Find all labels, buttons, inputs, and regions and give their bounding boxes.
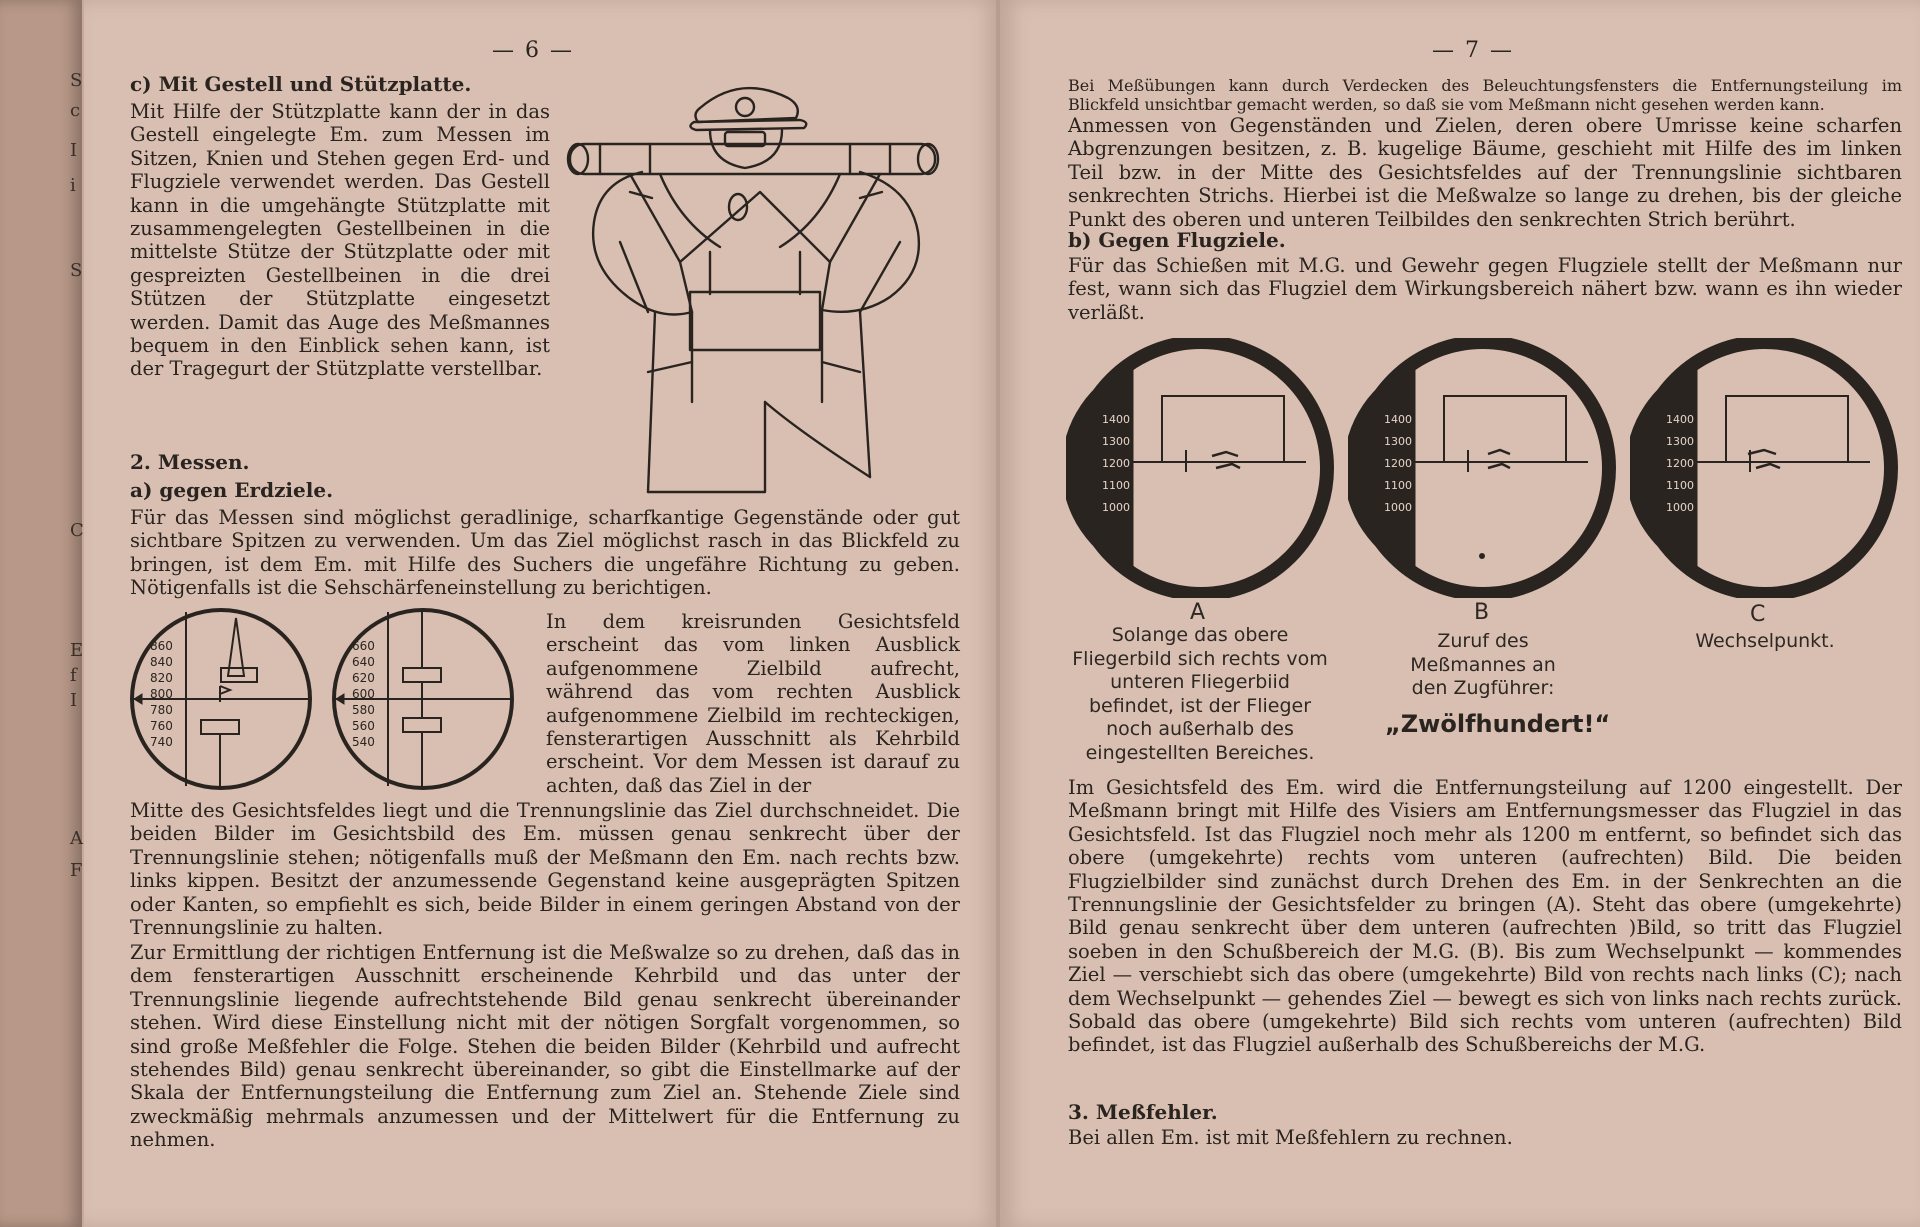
edge-glyph: c: [70, 100, 81, 121]
scope-scale-label: 1100: [1102, 479, 1130, 492]
edge-glyph: F: [70, 860, 83, 881]
edge-glyph: C: [70, 520, 84, 541]
scope-scale-label: 1100: [1666, 479, 1694, 492]
caption-b-letter: B: [1474, 600, 1490, 625]
scope-scale-label: 580: [352, 703, 375, 717]
scope-scale-label: 1000: [1384, 501, 1412, 514]
scope-scale-label: 1200: [1384, 457, 1412, 470]
edge-glyph: S: [70, 260, 83, 281]
scope-scale-label: 820: [150, 671, 173, 685]
section-c-text: Mit Hilfe der Stützplatte kann der in das Gestell eingelegte Em. zum Messen im Sitzen, Knien und Stehen gegen Erd- und Flugziele verwendet werden. Das Gestell kann in die umgehängte Stützplatte mit zusammengelegten Gestellbeinen in die mittelste Stütze der Stützplatte oder mit gespreizten Gestellbeinen in die drei Stützen der Stützplatte eingesetzt werden. Damit das Auge des Meßmannes bequem in den Einblick sehen kann, ist der Tragegurt der Stützplatte verstellbar.: [130, 100, 550, 381]
scope-scale-label: 860: [150, 639, 173, 653]
scope-view-right: [328, 606, 518, 792]
right-page: [1000, 0, 1920, 1227]
section-2-heading: 2. Messen.: [130, 450, 250, 474]
edge-glyph: E: [70, 640, 84, 661]
caption-a: Solange das obere Fliegerbild sich rechts vom unteren Fliegerbiid befindet, ist der Flieger noch außerhalb des eingestellten Bereiches.: [1072, 624, 1328, 764]
right-paragraph-1: Anmessen von Gegenständen und Zielen, deren obere Umrisse keine scharfen Abgrenzungen besitzen, z. B. kugelige Bäume, geschieht mit Hilfe des im linken Teil bzw. in der Mitte des Gesichtsfeldes auf der Trennungslinie sichtbaren senkrechten Strichs. Hierbei ist die Meßwalze so lange zu drehen, bis der gleiche Punkt des oberen und unteren Teilbildes den senkrechten Strich berührt.: [1068, 114, 1902, 231]
flight-scope-a: [1066, 338, 1336, 598]
scope-scale-label: 1200: [1102, 457, 1130, 470]
caption-c-letter: C: [1750, 602, 1766, 627]
soldier-rangefinder-illustration: [560, 72, 950, 502]
scope-scale-label: 1400: [1384, 413, 1412, 426]
section-b-heading: b) Gegen Flugziele.: [1068, 228, 1286, 252]
edge-glyph: I: [70, 690, 78, 711]
scope-scale-label: 600: [352, 687, 375, 701]
edge-glyph: I: [70, 140, 78, 161]
top-note: Bei Meßübungen kann durch Verdecken des Beleuchtungsfensters die Entfernungsteilung im Blickfeld unsichtbar gemacht werden, so daß sie vom Meßmann nicht gesehen werden kann.: [1068, 76, 1902, 114]
caption-b: Zuruf des Meßmannes an den Zugführer:: [1410, 630, 1556, 699]
measurement-paragraph-1: Für das Messen sind möglichst geradlinige, scharfkantige Gegenstände oder gut sichtbare Spitzen zu verwenden. Um das Ziel möglichst rasch in das Blickfeld zu bringen, ist dem Em. mit Hilfe des Suchers die ungefähre Richtung zu geben. Nötigenfalls ist die Sehschärfeneinstellung zu berichtigen.: [130, 506, 960, 600]
page-number: — 7 —: [1432, 38, 1514, 63]
caption-c: Wechselpunkt.: [1695, 630, 1835, 652]
flight-scope-c: [1630, 338, 1900, 598]
scope-scale-label: 1300: [1102, 435, 1130, 448]
scope-scale-label: 1400: [1666, 413, 1694, 426]
scope-scale-label: 800: [150, 687, 173, 701]
scope-scale-label: 640: [352, 655, 375, 669]
scope-view-left: [126, 606, 316, 792]
scope-scale-label: 1100: [1384, 479, 1412, 492]
measurement-paragraph-2-beside: In dem kreisrunden Gesichtsfeld erscheint das vom linken Ausblick aufgenommene Zielbild aufrecht, während das vom rechten Ausblick aufgenommene Zielbild im rechteckigen, fensterartigen Ausschnitt als Kehrbild erscheint. Vor dem Messen ist darauf zu achten, daß das Ziel in der: [546, 610, 960, 797]
scope-scale-label: 1400: [1102, 413, 1130, 426]
section-3-heading: 3. Meßfehler.: [1068, 1100, 1218, 1124]
right-paragraph-4: Bei allen Em. ist mit Meßfehlern zu rechnen.: [1068, 1126, 1513, 1149]
scope-scale-label: 1000: [1666, 501, 1694, 514]
scope-scale-label: 1300: [1384, 435, 1412, 448]
left-page: [84, 0, 998, 1227]
scope-scale-label: 620: [352, 671, 375, 685]
previous-page-edge: [0, 0, 82, 1227]
section-2a-heading: a) gegen Erdziele.: [130, 478, 334, 502]
scope-scale-label: 1000: [1102, 501, 1130, 514]
scope-scale-label: 1200: [1666, 457, 1694, 470]
right-paragraph-2: Für das Schießen mit M.G. und Gewehr gegen Flugziele stellt der Meßmann nur fest, wann sich das Flugziel dem Wirkungsbereich nähert bzw. wann es ihn wieder verläßt.: [1068, 254, 1902, 324]
edge-glyph: i: [70, 175, 76, 196]
page-number: — 6 —: [492, 38, 574, 63]
scope-scale-label: 760: [150, 719, 173, 733]
caption-a-letter: A: [1190, 600, 1206, 625]
scope-scale-label: 840: [150, 655, 173, 669]
edge-glyph: S: [70, 70, 83, 91]
flight-scope-b: [1348, 338, 1618, 598]
scope-scale-label: 780: [150, 703, 173, 717]
right-paragraph-3: Im Gesichtsfeld des Em. wird die Entfernungsteilung auf 1200 eingestellt. Der Meßmann bringt mit Hilfe des Visiers am Entfernungsmesser das Flugziel in das Gesichtsfeld. Ist das Flugziel noch mehr als 1200 m entfernt, so befindet sich das obere (umgekehrte) rechts vom unteren (aufrechten) Bild. Die beiden Flugzielbilder sind zunächst durch Drehen des Em. in der Senkrechten an die Trennungslinie der Gesichtsfelder zu bringen (A). Steht das obere (umgekehrte) Bild genau senkrecht über dem unteren (aufrechten )Bild, so tritt das Flugziel soeben in den Schußbereich der M.G. (B). Bis zum Wechselpunkt — kommendes Ziel — verschiebt sich das obere (umgekehrte) Bild von rechts nach links (C); nach dem Wechselpunkt — gehendes Ziel — bewegt es sich von links nach rechts zurück. Sobald das obere (umgekehrte) Bild sich rechts vom unteren (aufrechten) Bild befindet, ist das Flugziel außerhalb des Schußbereichs der M.G.: [1068, 776, 1902, 1057]
section-c-heading: c) Mit Gestell und Stützplatte.: [130, 72, 472, 96]
scope-scale-label: 740: [150, 735, 173, 749]
measurement-paragraph-3: Zur Ermittlung der richtigen Entfernung ist die Meßwalze so zu drehen, daß das in dem fensterartigen Ausschnitt erscheinende Kehrbild und das unter der Trennungslinie liegende aufrechtstehende Bild genau senkrecht übereinander stehen. Wird diese Einstellung nicht mit der nötigen Sorgfalt vorgenommen, so sind große Meßfehler die Folge. Stehen die beiden Bilder (Kehrbild und aufrecht stehendes Bild) genau senkrecht übereinander, so gibt die Einstellmarke auf der Skala der Entfernungsteilung die Entfernung zum Ziel an. Stehende Ziele sind zweckmäßig mehrmals anzumessen und der Mittelwert für die Entfernung zu nehmen.: [130, 941, 960, 1152]
scope-scale-label: 540: [352, 735, 375, 749]
edge-glyph: f: [70, 665, 77, 686]
measurement-paragraph-2-continued: Mitte des Gesichtsfeldes liegt und die Trennungslinie das Ziel durchschneidet. Die beiden Bilder im Gesichtsbild des Em. müssen genau senkrecht über der Trennungslinie stehen; nötigenfalls muß der Meßmann den Em. nach rechts bzw. links kippen. Besitzt der anzumessende Gegenstand keine ausgeprägten Spitzen oder Kanten, so empfiehlt es sich, beide Bilder in einem geringen Abstand von der Trennungslinie zu halten.: [130, 799, 960, 940]
scope-scale-label: 560: [352, 719, 375, 733]
scope-scale-label: 1300: [1666, 435, 1694, 448]
scope-scale-label: 660: [352, 639, 375, 653]
caption-b-shout: „Zwölfhundert!“: [1385, 710, 1611, 738]
edge-glyph: A: [70, 828, 83, 849]
